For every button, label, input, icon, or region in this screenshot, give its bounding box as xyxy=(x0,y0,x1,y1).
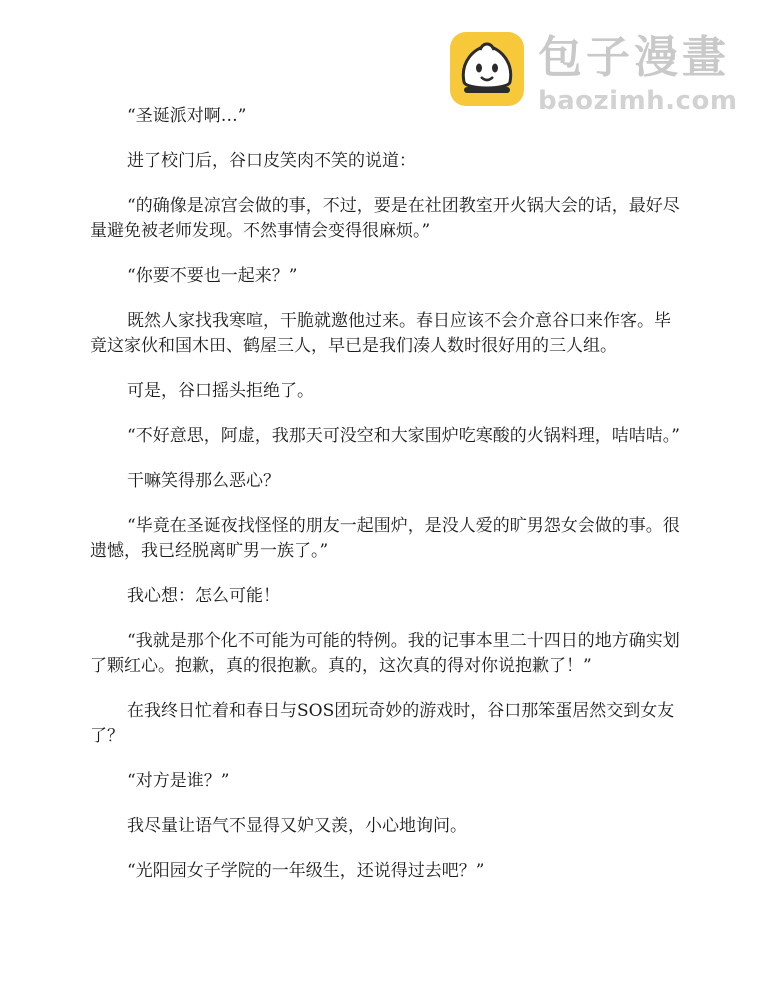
paragraph: “的确像是凉宫会做的事，不过，要是在社团教室开火锅大会的话，最好尽量避免被老师发现。不然事情会变得很麻烦。” xyxy=(90,196,680,241)
paragraph: 在我终日忙着和春日与SOS团玩奇妙的游戏时，谷口那笨蛋居然交到女友了？ xyxy=(90,701,675,746)
paragraph: “你要不要也一起来？” xyxy=(127,266,298,286)
paragraph: 我心想：怎么可能！ xyxy=(127,586,280,606)
paragraph: 进了校门后，谷口皮笑肉不笑的说道： xyxy=(127,151,416,171)
page-text xyxy=(90,104,680,904)
watermark-title: 包子漫畫 xyxy=(538,32,730,83)
paragraph: “我就是那个化不可能为可能的特例。我的记事本里二十四日的地方确实划了颗红心。抱歉，真的很抱歉。真的，这次真的得对你说抱歉了！” xyxy=(90,631,680,676)
paragraph: 干嘛笑得那么恶心？ xyxy=(127,471,280,491)
paragraph: 我尽量让语气不显得又妒又羡，小心地询问。 xyxy=(127,816,467,836)
watermark-url: baozimh.com xyxy=(538,86,738,116)
paragraph: “毕竟在圣诞夜找怪怪的朋友一起围炉，是没人爱的旷男怨女会做的事。很遗憾，我已经脱离旷男一族了。” xyxy=(90,516,680,561)
paragraph: “对方是谁？” xyxy=(127,771,230,791)
paragraph: “不好意思，阿虚，我那天可没空和大家围炉吃寒酸的火锅料理，咭咭咭。” xyxy=(127,426,680,446)
paragraph: “圣诞派对啊…” xyxy=(127,106,247,126)
watermark-logo xyxy=(450,32,740,114)
paragraph: “光阳园女子学院的一年级生，还说得过去吧？” xyxy=(127,861,485,881)
bun-mascot-icon xyxy=(450,32,524,106)
paragraph: 可是，谷口摇头拒绝了。 xyxy=(127,381,314,401)
paragraph: 既然人家找我寒喧，干脆就邀他过来。春日应该不会介意谷口来作客。毕竟这家伙和国木田、鹤屋三人，早已是我们凑人数时很好用的三人组。 xyxy=(90,311,671,356)
